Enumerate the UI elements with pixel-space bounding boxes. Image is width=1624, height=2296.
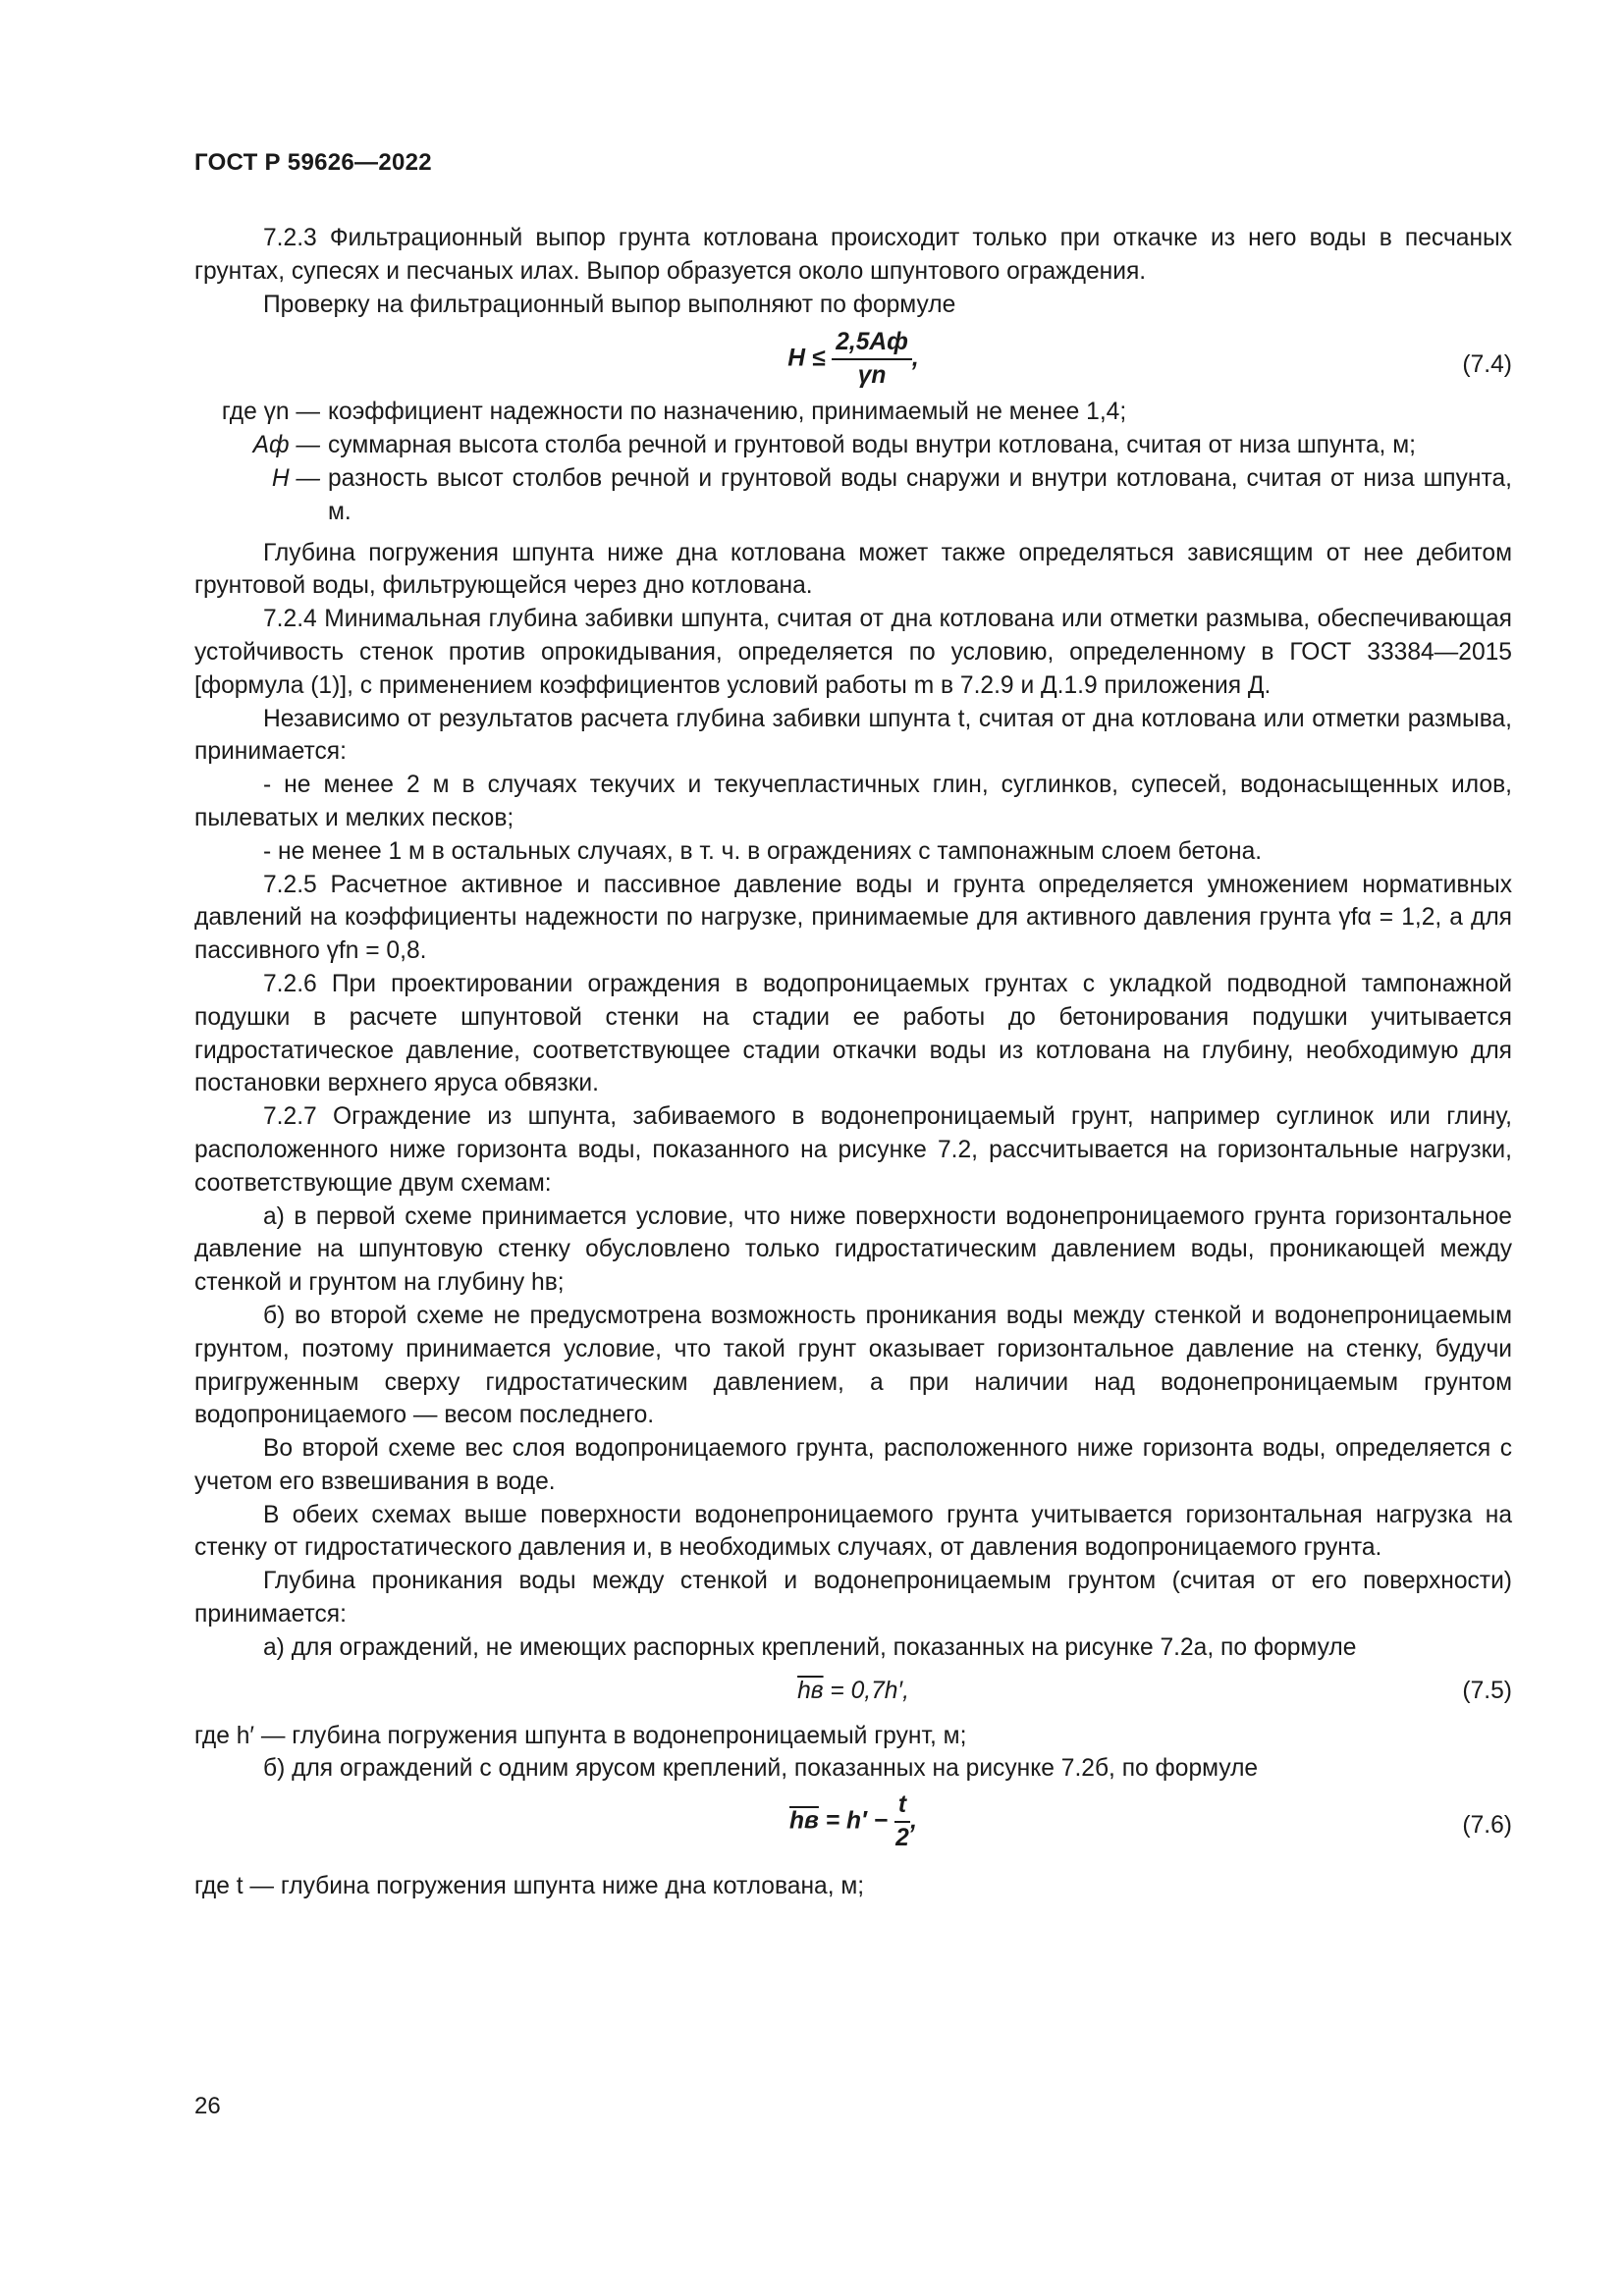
formula-7-4-numerator: 2,5Aф xyxy=(832,329,912,360)
definition-t: где t — глубина погружения шпунта ниже дна котлована, м; xyxy=(194,1873,865,1900)
formula-7-4-number: (7.4) xyxy=(1462,351,1512,379)
formula-7-6-tail: , xyxy=(910,1807,917,1835)
formula-7-4-tail: , xyxy=(911,345,919,372)
paragraph-7-2-5: 7.2.5 Расчетное активное и пассивное давление воды и грунта определяется умножением нормативных давлений на коэффициенты надежности по нагрузке, принимаемые для активного давления грунта γfα = 1,2, а для пассивного γfn = 0,8. xyxy=(194,871,1512,965)
definition-text: суммарная высота столба речной и грунтовой воды внутри котлована, считая от низа шпунта, м; xyxy=(328,432,1416,459)
paragraph-7-2-6: 7.2.6 При проектировании ограждения в водопроницаемых грунтах с укладкой подводной тампонажной подушки в расчете шпунтовой стенки на стадии ее работы до бетонирования подушки учитывается гидростатическое давление, соответствующее стадии откачки воды из котлована на глубину, необходимую для постановки верхнего яруса обвязки. xyxy=(194,970,1512,1097)
paragraph-penetration-depth: Глубина проникания воды между стенкой и водонепроницаемым грунтом (считая от его поверхности) принимается: xyxy=(194,1568,1512,1629)
paragraph-second-scheme: Во второй схеме вес слоя водопроницаемого грунта, расположенного ниже горизонта воды, определяется с учетом его взвешивания в воде. xyxy=(194,1435,1512,1495)
formula-7-6-lhs: hв xyxy=(789,1807,819,1835)
definition-row xyxy=(194,462,1512,529)
list-item-1m: - не менее 1 м в остальных случаях, в т. ч. в ограждениях с тампонажным слоем бетона. xyxy=(263,837,1263,865)
formula-7-5-lhs: hв xyxy=(797,1677,824,1704)
page-number: 26 xyxy=(194,2093,221,2119)
formula-7-5-number: (7.5) xyxy=(1462,1677,1512,1704)
document-header: ГОСТ Р 59626—2022 xyxy=(194,149,432,176)
formula-7-6-mid: = h′ − xyxy=(825,1807,889,1835)
definition-symbol: H — xyxy=(271,464,320,492)
paragraph-case-b: б) для ограждений с одним ярусом креплений, показанных на рисунке 7.2б, по формуле xyxy=(263,1755,1259,1783)
paragraph-scheme-a: а) в первой схеме принимается условие, что ниже поверхности водонепроницаемого грунта горизонтальное давление на шпунтовую стенку обусловлено только гидростатическим давлением воды, проникающей между стенкой и грунтом на глубину hв; xyxy=(194,1202,1512,1297)
formula-7-4-definitions xyxy=(194,396,1512,528)
formula-7-6 xyxy=(194,1786,1512,1870)
paragraph-7-2-7: 7.2.7 Ограждение из шпунта, забиваемого в водонепроницаемый грунт, например суглинок или глину, расположенного ниже горизонта воды, показанного на рисунке 7.2, рассчитывается на горизонтальные нагрузки, соответствующие двум схемам: xyxy=(194,1103,1512,1197)
document-body xyxy=(194,222,1512,1903)
definition-text: коэффициент надежности по назначению, принимаемый не менее 1,4; xyxy=(328,399,1127,426)
list-item-2m: - не менее 2 м в случаях текучих и текучепластичных глин, суглинков, супесей, водонасыщенных илов, пылеватых и мелких песков; xyxy=(194,772,1512,831)
formula-7-4-denominator: γn xyxy=(857,362,887,390)
formula-7-4-lhs: H ≤ xyxy=(787,345,826,372)
formula-7-6-denominator: 2 xyxy=(895,1825,909,1852)
formula-7-6-number: (7.6) xyxy=(1462,1812,1512,1840)
definition-row xyxy=(194,429,1512,462)
paragraph-formula-intro: Проверку на фильтрационный выпор выполняют по формуле xyxy=(263,291,956,318)
definition-row xyxy=(194,396,1512,429)
paragraph-depth: Глубина погружения шпунта ниже дна котлована может также определяться зависящим от нее дебитом грунтовой воды, фильтрующейся через дно котлована. xyxy=(194,539,1512,600)
paragraph-independent: Независимо от результатов расчета глубина забивки шпунта t, считая от дна котлована или отметки размыва, принимается: xyxy=(194,705,1512,766)
formula-7-5-rhs: = 0,7h′, xyxy=(830,1677,909,1704)
paragraph-case-a: а) для ограждений, не имеющих распорных креплений, показанных на рисунке 7.2а, по формуле xyxy=(263,1633,1357,1661)
paragraph-7-2-4: 7.2.4 Минимальная глубина забивки шпунта, считая от дна котлована или отметки размыва, обеспечивающая устойчивость стенок против опрокидывания, определяется по условию, определенному в ГОСТ 33384—2015 [формула (1)], с применением коэффициентов условий работы m в 7.2.9 и Д.1.9 приложения Д. xyxy=(194,606,1512,699)
paragraph-both-schemes: В обеих схемах выше поверхности водонепроницаемого грунта учитывается горизонтальная нагрузка на стенку от гидростатического давления и, в необходимых случаях, от давления водопроницаемого грунта. xyxy=(194,1501,1512,1562)
formula-7-6-numerator: t xyxy=(894,1791,910,1823)
formula-7-5 xyxy=(194,1665,1512,1720)
paragraph-scheme-b: б) во второй схеме не предусмотрена возможность проникания воды между стенкой и водонепроницаемым грунтом, поэтому принимается условие, что такой грунт оказывает горизонтальное давление на стенку, будучи пригруженным сверху гидростатическим давлением, а при наличии над водонепроницаемым грунтом водопроницаемого — весом последнего. xyxy=(194,1302,1512,1429)
formula-7-4 xyxy=(194,321,1512,390)
paragraph-7-2-3: 7.2.3 Фильтрационный выпор грунта котлована происходит только при откачке из него воды в песчаных грунтах, супесях и песчаных илах. Выпор образуется около шпунтового ограждения. xyxy=(194,225,1512,285)
definition-symbol: Aф — xyxy=(252,432,320,459)
definition-symbol: где γn — xyxy=(221,399,320,426)
definition-text: разность высот столбов речной и грунтовой воды снаружи и внутри котлована, считая от низа шпунта, м. xyxy=(328,464,1512,525)
definition-h-prime: где h′ — глубина погружения шпунта в водонепроницаемый грунт, м; xyxy=(194,1722,967,1749)
